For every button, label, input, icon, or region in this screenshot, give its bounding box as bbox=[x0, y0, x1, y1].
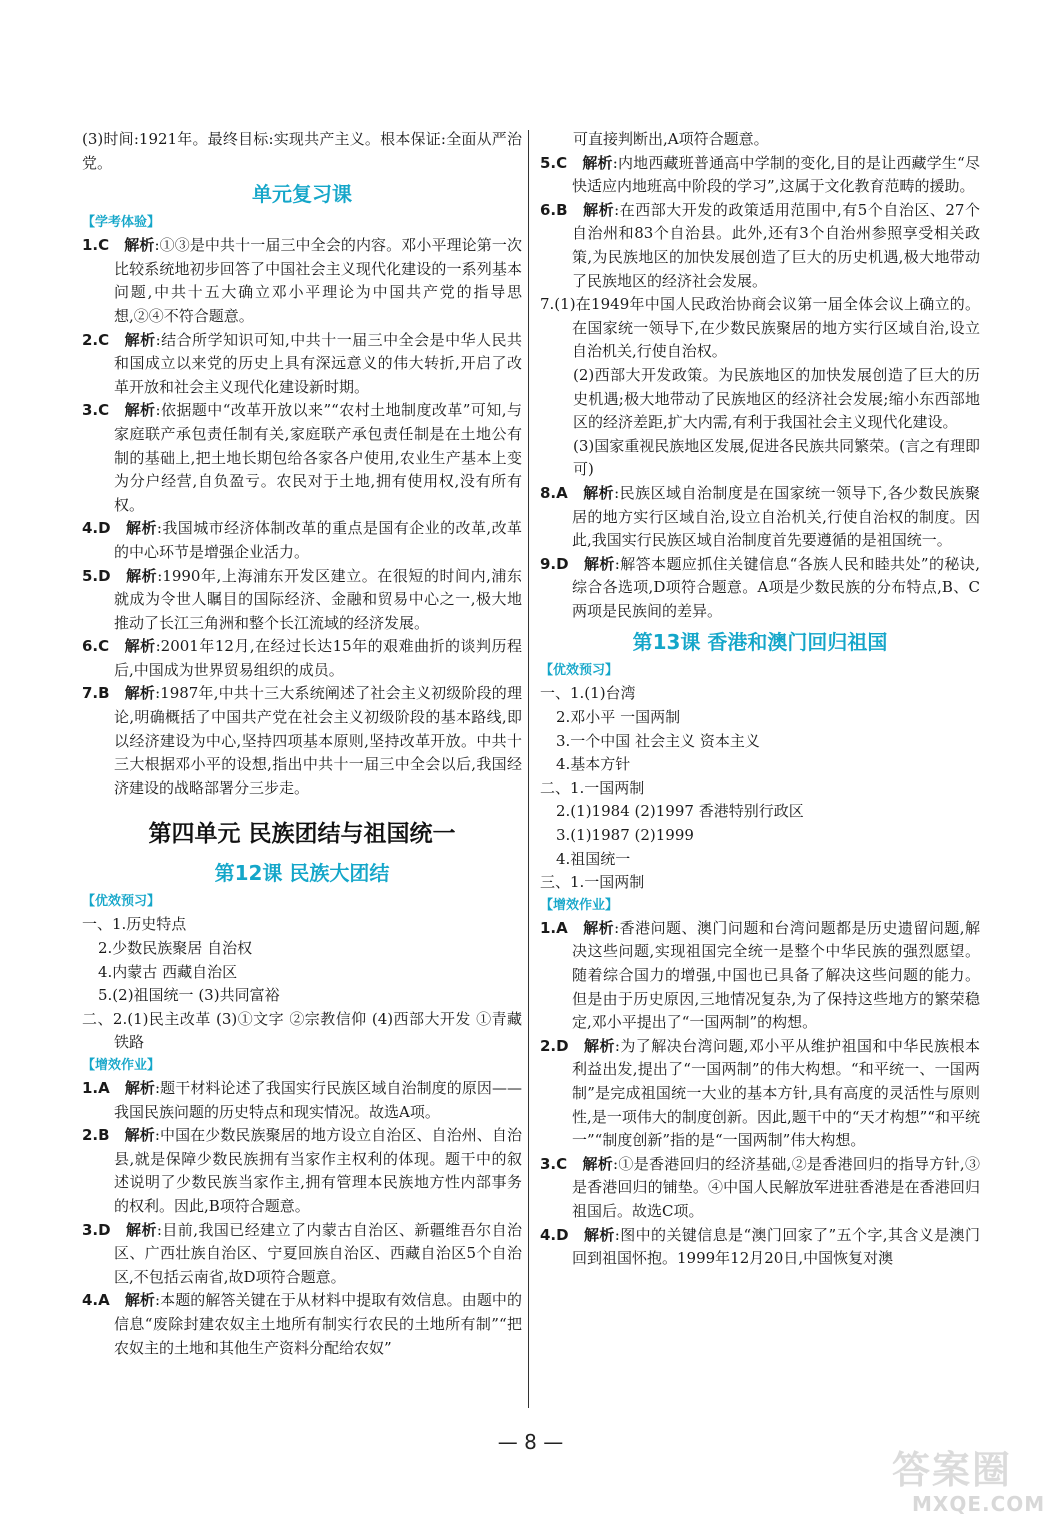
answer-item bbox=[82, 329, 522, 400]
answer-paragraph: (2)西部大开发政策。为民族地区的加快发展创造了巨大的历史机遇;极大地带动了民族地区的经济社会发展;缩小东西部地区的经济差距,扩大内需,有利于我国社会主义现代化建设。 bbox=[573, 365, 980, 432]
analysis-label: 解析 bbox=[124, 401, 156, 420]
homework-answers-13 bbox=[540, 917, 980, 1271]
analysis-text: :①③是中共十一届三中全会的内容。邓小平理论第一次比较系统地初步回答了中国社会主义现代化建设的一系列基本问题,中共十五大确立邓小平理论为中国共产党的指导思想,②④不符合题意。 bbox=[114, 236, 522, 325]
analysis-text: :为了解决台湾问题,邓小平从维护祖国和中华民族根本利益出发,提出了“一国两制”的伟大构想。“和平统一、一国两制”是完成祖国统一大业的基本方针,具有高度的灵活性与原则性,是一项伟大的制度创新。因此,题干中的“天才构想”“和平统一”“制度创新”指的是“一国两制”伟大构想。 bbox=[572, 1036, 980, 1150]
analysis-text: :民族区域自治制度是在国家统一领导下,各少数民族聚居的地方实行区域自治,设立自治机关,行使自治权的制度。因此,我国实行民族区域自治制度首先要遵循的是祖国统一。 bbox=[572, 483, 980, 550]
answer-number: 5.D bbox=[82, 566, 111, 585]
review-answers bbox=[82, 234, 522, 800]
answer-number: 3.C bbox=[82, 401, 110, 420]
preview-line: 2.(1)1984 (2)1997 香港特别行政区 bbox=[556, 802, 804, 821]
analysis-label: 解析 bbox=[124, 1126, 155, 1145]
analysis-label: 解析 bbox=[124, 1291, 155, 1310]
right-column bbox=[540, 128, 980, 1271]
tag-homework-13: 【增效作业】 bbox=[540, 897, 619, 913]
analysis-label: 解析 bbox=[582, 153, 613, 172]
answer-number: 8.A bbox=[540, 483, 568, 502]
analysis-text: :1987年,中共十三大系统阐述了社会主义初级阶段的理论,明确概括了中国共产党在社会主义初级阶段的基本路线,即以经济建设为中心,坚持四项基本原则,坚持改革开放。中共十三大根据邓小平的设想,指出中共十一届三中全会以后,我国经济建设的战略部署分三步走。 bbox=[114, 684, 522, 797]
analysis-text: :依据题中“改革开放以来”“农村土地制度改革”可知,与家庭联产承包责任制有关,家庭联产承包责任制是在土地公有制的基础上,把土地长期包给各家各户使用,农业生产基本上变为分户经营,自负盈亏。农民对于土地,拥有使用权,没有所有权。 bbox=[114, 401, 522, 514]
lesson-12-title: 第12课 民族大团结 bbox=[214, 861, 390, 886]
analysis-text: :目前,我国已经建立了内蒙古自治区、新疆维吾尔自治区、广西壮族自治区、宁夏回族自治区、西藏自治区5个自治区,不包括云南省,故D项符合题意。 bbox=[114, 1220, 522, 1286]
preview-line: 一、1.历史特点 bbox=[82, 915, 187, 934]
homework-answers-cont-a bbox=[540, 152, 980, 294]
preview-line: 5.(2)祖国统一 (3)共同富裕 bbox=[98, 986, 280, 1005]
watermark-logo bbox=[892, 1448, 1052, 1528]
answer-number: 2.D bbox=[540, 1036, 569, 1055]
analysis-label: 解析 bbox=[125, 1220, 157, 1239]
analysis-text: :中国在少数民族聚居的地方设立自治区、自治州、自治县,就是保障少数民族拥有当家作主权利的体现。题干中的叙述说明了少数民族当家作主,拥有管理本民族地方性内部事务的权利。因此,B项符合题意。 bbox=[114, 1126, 522, 1215]
answer-number: 7.B bbox=[82, 684, 110, 703]
answer-number: 1.C bbox=[82, 236, 110, 255]
watermark-sub: MXQE.COM bbox=[912, 1492, 1046, 1516]
column-divider bbox=[528, 130, 529, 1408]
answer-number: 3.C bbox=[540, 1154, 568, 1173]
answer-item bbox=[540, 1035, 980, 1153]
preview-line: 二、1.一国两制 bbox=[540, 778, 645, 797]
preview-line: 4.基本方针 bbox=[556, 755, 631, 774]
preview-answers-12 bbox=[82, 913, 522, 1055]
tag-preview-13: 【优效预习】 bbox=[540, 663, 619, 679]
answer-item bbox=[540, 917, 980, 1035]
answer-item bbox=[82, 1219, 522, 1290]
analysis-text: :题干材料论述了我国实行民族区域自治制度的原因——我国民族问题的历史特点和现实情况。故选A项。 bbox=[114, 1079, 522, 1121]
continued-answer: 可直接判断出,A项符合题意。 bbox=[573, 130, 769, 148]
lesson-13-title: 第13课 香港和澳门回归祖国 bbox=[632, 630, 888, 655]
answer-number: 2.C bbox=[82, 330, 110, 349]
answer-item bbox=[82, 1077, 522, 1124]
analysis-text: :①是香港回归的经济基础,②是香港回归的指导方针,③是香港回归的铺垫。④中国人民解放军进驻香港是在香港回归祖国后。故选C项。 bbox=[572, 1154, 980, 1220]
preview-line: 三、1.一国两制 bbox=[540, 873, 645, 892]
analysis-label: 解析 bbox=[582, 200, 615, 219]
analysis-text: :图中的关键信息是“澳门回家了”五个字,其含义是澳门回到祖国怀抱。1999年12月20日,中国恢复对澳 bbox=[572, 1225, 980, 1268]
answer-item bbox=[82, 682, 522, 800]
preview-line: 二、2.(1)民主改革 (3)①文字 ②宗教信仰 (4)西部大开发 ①青藏铁路 bbox=[82, 1009, 522, 1052]
analysis-text: :结合所学知识可知,中共十一届三中全会是中华人民共和国成立以来党的历史上具有深远意义的伟大转折,开启了改革开放和社会主义现代化建设新时期。 bbox=[114, 330, 522, 396]
analysis-text: :内地西藏班普通高中学制的变化,目的是让西藏学生“尽快适应内地班高中阶段的学习”,这属于文化教育范畴的援助。 bbox=[572, 153, 980, 196]
analysis-label: 解析 bbox=[124, 637, 156, 656]
answer-number: 1.A bbox=[82, 1079, 110, 1097]
watermark-main: 答案圈 bbox=[892, 1448, 1013, 1492]
analysis-text: :本题的解答关键在于从材料中提取有效信息。由题中的信息“废除封建农奴主土地所有制实行农民的土地所有制”“把农奴主的土地和其他生产资料分配给农奴” bbox=[114, 1291, 522, 1357]
analysis-label: 解析 bbox=[582, 918, 615, 937]
analysis-label: 解析 bbox=[583, 1036, 615, 1055]
analysis-label: 解析 bbox=[125, 519, 157, 538]
analysis-label: 解析 bbox=[124, 1079, 156, 1097]
analysis-label: 解析 bbox=[583, 1225, 615, 1244]
answer-item bbox=[82, 565, 522, 636]
analysis-label: 解析 bbox=[125, 566, 158, 585]
answer-item bbox=[82, 234, 522, 328]
analysis-text: :2001年12月,在经过长达15年的艰难曲折的谈判历程后,中国成为世界贸易组织的成员。 bbox=[114, 637, 522, 679]
answer-item bbox=[540, 152, 980, 199]
analysis-label: 解析 bbox=[582, 483, 615, 502]
answer-paragraph: 7.(1)在1949年中国人民政治协商会议第一届全体会议上确立的。在国家统一领导下,在少数民族聚居的地方实行区域自治,设立自治机关,行使自治权。 bbox=[540, 295, 980, 361]
intro-answer: (3)时间:1921年。最终目标:实现共产主义。根本保证:全面从严治党。 bbox=[82, 130, 522, 172]
unit-title: 第四单元 民族团结与祖国统一 bbox=[148, 821, 456, 848]
analysis-text: :我国城市经济体制改革的重点是国有企业的改革,改革的中心环节是增强企业活力。 bbox=[114, 519, 522, 561]
answer-number: 4.D bbox=[540, 1225, 569, 1244]
analysis-label: 解析 bbox=[582, 1154, 614, 1173]
analysis-text: :在西部大开发的政策适用范围中,有5个自治区、27个自治州和83个自治县。此外,还有3个自治州参照享受相关政策,为民族地区的加快发展创造了巨大的历史机遇,极大地带动了民族地区的经济社会发展。 bbox=[572, 200, 980, 290]
preview-line: 3.一个中国 社会主义 资本主义 bbox=[556, 731, 760, 750]
answer-number: 9.D bbox=[540, 554, 569, 573]
analysis-label: 解析 bbox=[124, 330, 156, 349]
tag-xuekao: 【学考体验】 bbox=[82, 215, 161, 231]
preview-line: 2.邓小平 一国两制 bbox=[556, 708, 681, 727]
answer-item bbox=[82, 399, 522, 517]
answer-number: 6.B bbox=[540, 200, 568, 219]
preview-line: 一、1.(1)台湾 bbox=[540, 684, 636, 703]
analysis-text: :香港问题、澳门问题和台湾问题都是历史遗留问题,解决这些问题,实现祖国完全统一是整个中华民族的强烈愿望。随着综合国力的增强,中国也已具备了解决这些问题的能力。但是由于历史原因,三地情况复杂,为了保持这些地方的繁荣稳定,邓小平提出了“一国两制”的构想。 bbox=[572, 918, 980, 1032]
answer-item bbox=[82, 1289, 522, 1360]
answer-item bbox=[82, 517, 522, 564]
answer-number: 5.C bbox=[540, 153, 568, 172]
homework-answers-cont-b bbox=[540, 482, 980, 624]
answer-item bbox=[540, 1153, 980, 1224]
answer-number: 3.D bbox=[82, 1220, 111, 1239]
left-column bbox=[82, 128, 522, 1360]
answer-number: 2.B bbox=[82, 1126, 110, 1145]
answer-item bbox=[82, 635, 522, 682]
analysis-label: 解析 bbox=[124, 236, 155, 255]
page-number: — 8 — bbox=[497, 1430, 564, 1454]
answer-item bbox=[540, 482, 980, 553]
analysis-label: 解析 bbox=[124, 684, 156, 703]
preview-line: 4.祖国统一 bbox=[556, 849, 631, 868]
answer-item bbox=[540, 1224, 980, 1271]
answer-item bbox=[540, 553, 980, 624]
preview-answers-13 bbox=[540, 682, 980, 894]
answer-paragraph: (3)国家重视民族地区发展,促进各民族共同繁荣。(言之有理即可) bbox=[573, 436, 980, 479]
preview-line: 3.(1)1987 (2)1999 bbox=[556, 826, 694, 845]
tag-preview-12: 【优效预习】 bbox=[82, 894, 161, 910]
question-7-answer bbox=[540, 293, 980, 482]
preview-line: 4.内蒙古 西藏自治区 bbox=[98, 962, 238, 981]
answer-number: 4.D bbox=[82, 519, 111, 538]
analysis-text: :1990年,上海浦东开发区建立。在很短的时间内,浦东就成为令世人瞩目的国际经济、金融和贸易中心之一,极大地推动了长江三角洲和整个长江流域的经济发展。 bbox=[114, 566, 522, 632]
section-title-review: 单元复习课 bbox=[252, 182, 352, 207]
analysis-text: :解答本题应抓住关键信息“各族人民和睦共处”的秘诀,综合各选项,D项符合题意。A项是少数民族的分布特点,B、C两项是民族间的差异。 bbox=[572, 554, 980, 620]
preview-line: 2.少数民族聚居 自治权 bbox=[98, 939, 253, 958]
answer-number: 1.A bbox=[540, 918, 568, 937]
tag-homework-12: 【增效作业】 bbox=[82, 1058, 161, 1073]
analysis-label: 解析 bbox=[583, 554, 615, 573]
answer-item bbox=[82, 1124, 522, 1218]
answer-number: 4.A bbox=[82, 1291, 110, 1310]
answer-item bbox=[540, 199, 980, 293]
answer-number: 6.C bbox=[82, 637, 110, 656]
homework-answers-12 bbox=[82, 1077, 522, 1360]
